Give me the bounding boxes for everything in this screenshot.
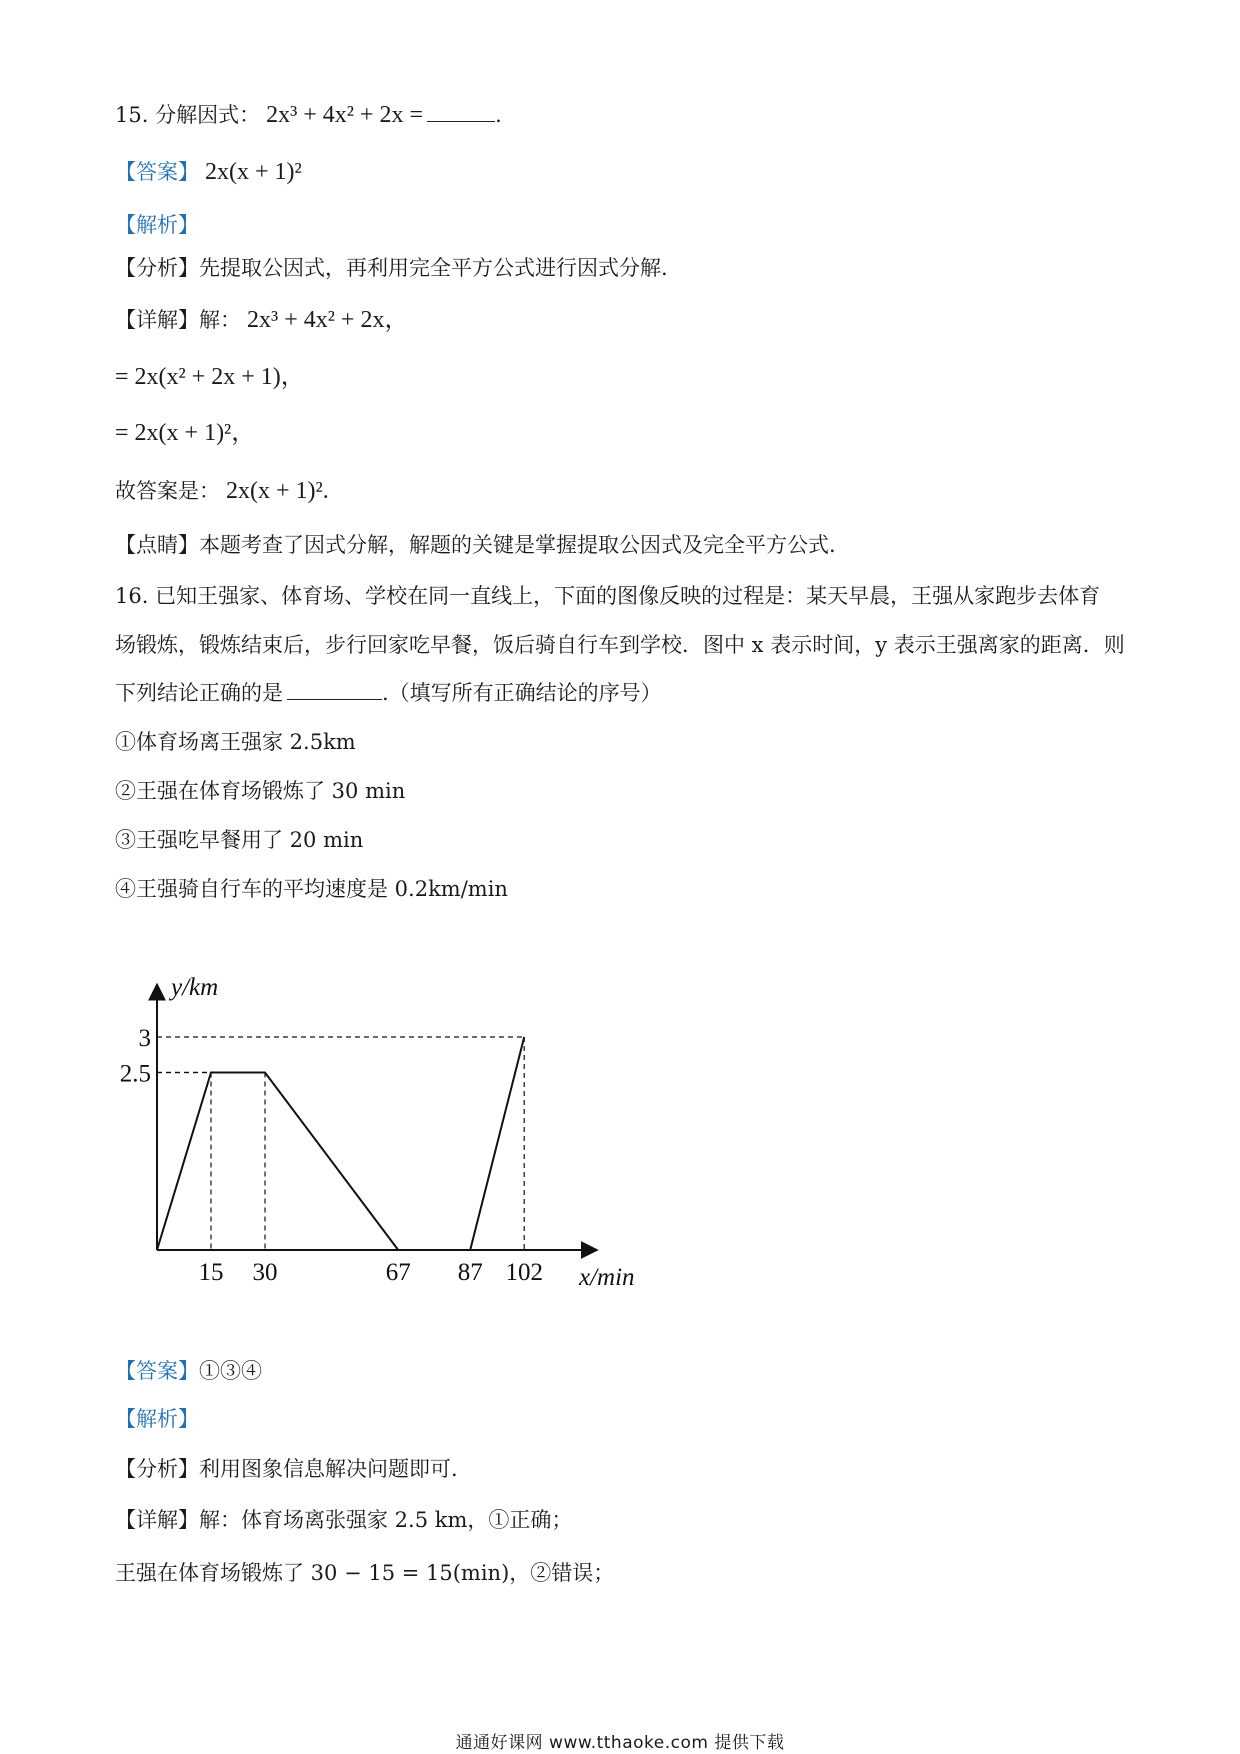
q15-step3: = 2x(x + 1)²， [115,420,256,446]
page-footer: 通通好课网 www.tthaoke.com 提供下载 [455,1733,785,1753]
y-tick-label-3: 3 [138,1025,151,1052]
q16-option-4: ④王强骑自行车的平均速度是 0.2km/min [115,877,508,901]
x-tick-label-15: 15 [198,1259,224,1286]
distance-time-chart [100,965,680,1305]
q16-fenxi: 【分析】利用图象信息解决问题即可. [115,1457,458,1481]
y-axis-label: y/km [171,974,219,1001]
q15-expression: 2x³ + 4x² + 2x = [266,102,424,128]
q15-stem: 15. 分解因式： 2x³ + 4x² + 2x = . [115,102,502,128]
q15-fenxi: 【分析】先提取公因式，再利用完全平方公式进行因式分解. [115,256,668,280]
q16-answer: 【答案】①③④ [115,1359,262,1383]
q16-option-3: ③王强吃早餐用了 20 min [115,828,364,852]
q15-step2: = 2x(x² + 2x + 1)， [115,364,305,390]
x-tick-label-30: 30 [252,1259,278,1286]
q16-option-2: ②王强在体育场锻炼了 30 min [115,779,406,803]
distance-series-line [157,1037,524,1250]
q16-xiangjie: 【详解】解：体育场离张强家 2.5 km，①正确； [115,1508,573,1532]
q16-stem-line2: 场锻炼，锻炼结束后，步行回家吃早餐，饭后骑自行车到学校．图中 x 表示时间，y 表示王强离家的距离．则 [115,633,1125,657]
q16-stem-line1: 16. 已知王强家、体育场、学校在同一直线上，下面的图像反映的过程是：某天早晨，王强从家跑步去体育 [115,584,1101,608]
q16-line-last: 王强在体育场锻炼了 30 − 15 = 15(min)，②错误； [115,1561,615,1585]
q16-analysis-tag: 【解析】 [115,1407,199,1431]
q16-answer-blank [287,679,382,700]
x-tick-label-102: 102 [505,1259,543,1286]
q16-option-1: ①体育场离王强家 2.5km [115,730,356,754]
q15-xiangjie: 【详解】解： 2x³ + 4x² + 2x， [115,307,409,333]
q15-answer: 【答案】 2x(x + 1)² [115,159,302,185]
x-tick-label-87: 87 [457,1259,483,1286]
x-axis-label: x/min [579,1264,635,1291]
q15-conclusion: 故答案是： 2x(x + 1)². [115,478,329,504]
q15-analysis-tag: 【解析】 [115,213,199,237]
answer-tag: 【答案】 [115,160,199,184]
q15-answer-blank [427,101,495,122]
q16-stem-line3: 下列结论正确的是 .（填写所有正确结论的序号） [115,681,662,705]
x-tick-label-67: 67 [385,1259,411,1286]
y-tick-label-2.5: 2.5 [119,1060,151,1088]
q15-dianjing: 【点睛】本题考查了因式分解，解题的关键是掌握提取公因式及完全平方公式. [115,533,836,557]
